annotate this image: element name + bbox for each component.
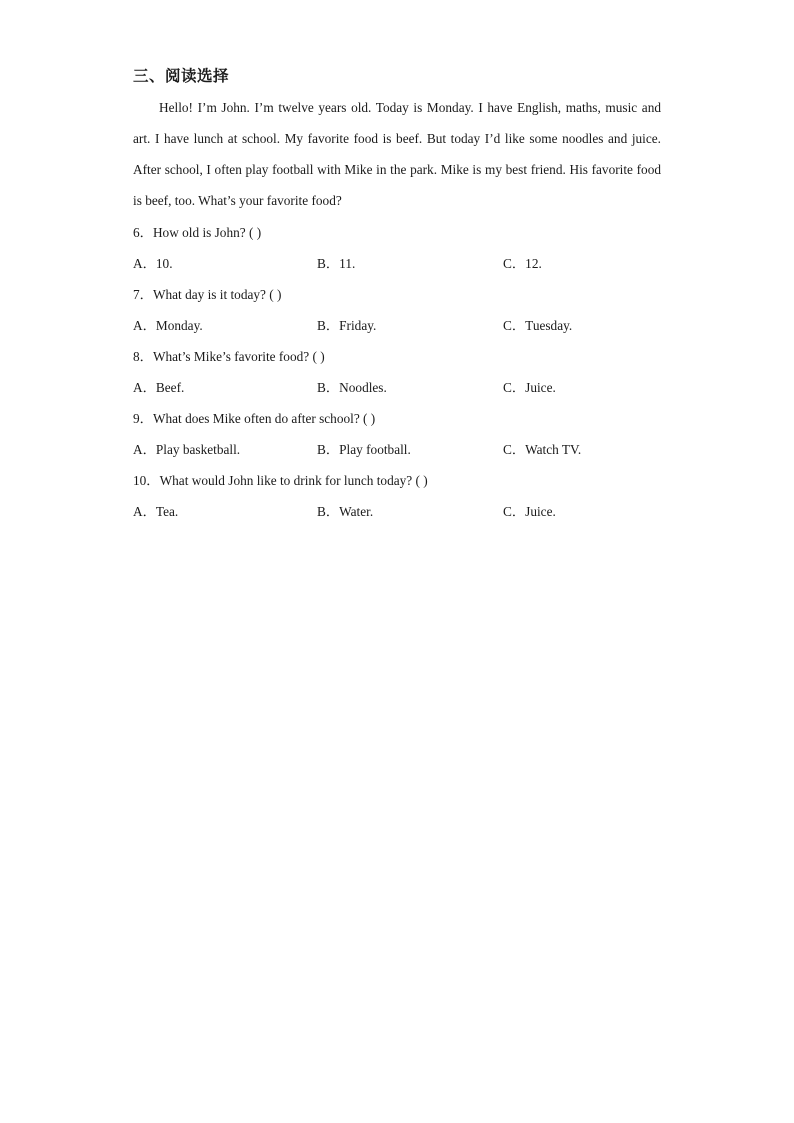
question-7-option-b: B．Friday. bbox=[317, 318, 377, 333]
question-6-stem: 6．How old is John? ( ) bbox=[133, 225, 262, 240]
question-9-stem: 9．What does Mike often do after school? ( ) bbox=[133, 411, 376, 426]
question-6-options bbox=[133, 248, 661, 279]
reading-passage: Hello! I’m John. I’m twelve years old. Today is Monday. I have English, maths, music and art. I have lunch at school. My favorite food is beef. But today I’d like some noodles and juice. After school, I often play football with Mike in the park. Mike is my best friend. His favorite food is beef, too. What’s your favorite food? bbox=[133, 100, 661, 208]
question-8-stem: 8．What’s Mike’s favorite food? ( ) bbox=[133, 349, 325, 364]
question-10-option-a: A．Tea. bbox=[133, 504, 179, 519]
question-7-option-c: C．Tuesday. bbox=[503, 318, 573, 333]
question-9-option-b: B．Play football. bbox=[317, 442, 411, 457]
question-8-options bbox=[133, 372, 661, 403]
question-8-option-c: C．Juice. bbox=[503, 380, 556, 395]
question-6-option-a: A．10. bbox=[133, 256, 173, 271]
question-8-option-a: A．Beef. bbox=[133, 380, 185, 395]
question-9-option-a: A．Play basketball. bbox=[133, 442, 241, 457]
question-10-option-b: B．Water. bbox=[317, 504, 374, 519]
section-title: 三、阅读选择 bbox=[133, 67, 230, 85]
question-list bbox=[133, 217, 661, 527]
question-7-stem: 7．What day is it today? ( ) bbox=[133, 287, 282, 302]
question-7-options bbox=[133, 310, 661, 341]
question-6-option-c: C．12. bbox=[503, 256, 542, 271]
question-10-options bbox=[133, 496, 661, 527]
question-6-option-b: B．11. bbox=[317, 256, 356, 271]
question-8-option-b: B．Noodles. bbox=[317, 380, 387, 395]
question-10-option-c: C．Juice. bbox=[503, 504, 556, 519]
question-9-options bbox=[133, 434, 661, 465]
question-9-option-c: C．Watch TV. bbox=[503, 442, 582, 457]
question-10-stem: 10．What would John like to drink for lunch today? ( ) bbox=[133, 473, 428, 488]
question-7-option-a: A．Monday. bbox=[133, 318, 203, 333]
